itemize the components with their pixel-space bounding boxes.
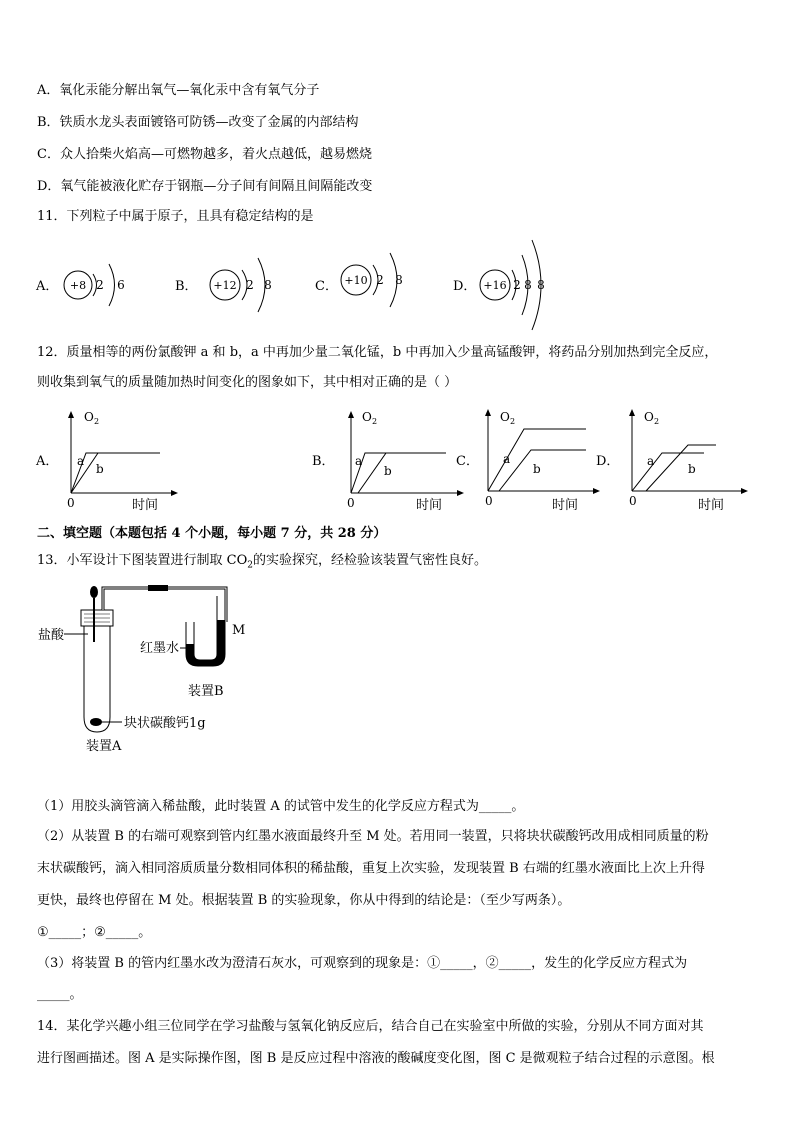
- q12-stem-line2: 则收集到氧气的质量随加热时间变化的图象如下，其中相对正确的是（ ）: [37, 375, 458, 390]
- option-label: A．: [36, 454, 59, 469]
- option-label: C．: [456, 454, 479, 469]
- q10-option-b: B．铁质水龙头表面镀铬可防锈—改变了金属的内部结构: [37, 115, 359, 130]
- shell-electrons-1: 2: [376, 273, 384, 287]
- y-axis-label: O: [84, 410, 94, 424]
- q13-part1: （1）用胶头滴管滴入稀盐酸，此时装置 A 的试管中发生的化学反应方程式为_____。: [37, 799, 525, 814]
- shell-electrons-1: 2: [96, 278, 104, 292]
- y-axis-label: O: [644, 410, 654, 424]
- series-b-label: b: [384, 464, 392, 478]
- q13-stem-post: 的实验探究，经检验该装置气密性良好。: [253, 553, 488, 568]
- nucleus-charge: +10: [344, 274, 368, 287]
- shell-electrons-1: 2: [513, 278, 521, 292]
- apparatus-diagram: [36, 582, 266, 757]
- origin-label: 0: [485, 494, 493, 508]
- atom-diagram-c: [310, 240, 440, 330]
- atom-diagram-b: [170, 240, 300, 330]
- q14-line1: 14．某化学兴趣小组三位同学在学习盐酸与氢氧化钠反应后，结合自己在实验室中所做的实验，分别从不同方面对其: [37, 1019, 704, 1034]
- graph-a: [36, 405, 186, 515]
- q13-stem-subscript: 2: [247, 560, 254, 571]
- y-axis-subscript: 2: [654, 417, 660, 426]
- shell-electrons-2: 6: [117, 278, 125, 292]
- y-axis-subscript: 2: [94, 417, 100, 426]
- q11-stem: 11．下列粒子中属于原子，且具有稳定结构的是: [37, 209, 314, 224]
- option-label: D．: [453, 279, 477, 294]
- series-b-label: b: [688, 462, 696, 476]
- option-label: A．: [36, 279, 59, 294]
- y-axis-label: O: [362, 410, 372, 424]
- q14-line2: 进行图画描述。图 A 是实际操作图，图 B 是反应过程中溶液的酸碱度变化图，图 C 是微观粒子结合过程的示意图。根: [37, 1051, 715, 1066]
- q13-part3-line2: _____。: [37, 987, 83, 1002]
- q10-option-d: D．氧气能被液化贮存于钢瓶—分子间有间隔且间隔能改变: [37, 179, 373, 194]
- section-heading: 二、填空题（本题包括 4 个小题，每小题 7 分，共 28 分）: [37, 526, 387, 541]
- y-axis-label: O: [500, 410, 510, 424]
- shell-electrons-2: 8: [264, 278, 272, 292]
- x-axis-label: 时间: [698, 498, 725, 513]
- origin-label: 0: [67, 496, 75, 510]
- graph-b: [312, 405, 472, 515]
- series-a-label: a: [503, 452, 511, 466]
- option-label: C．: [315, 279, 338, 294]
- label-caco3: 块状碳酸钙1g: [124, 716, 206, 731]
- graph-d: [596, 405, 756, 515]
- x-axis-label: 时间: [552, 498, 579, 513]
- origin-label: 0: [347, 496, 355, 510]
- label-red-ink: 红墨水: [140, 641, 180, 656]
- shell-electrons-2: 8: [395, 273, 403, 287]
- q13-stem: [37, 552, 487, 575]
- origin-label: 0: [629, 494, 637, 508]
- q13-part2-line4: ①_____；②_____。: [37, 925, 152, 940]
- shell-electrons-2: 8: [524, 278, 532, 292]
- label-device-a: 装置A: [86, 739, 122, 754]
- shell-electrons-3: 8: [537, 278, 545, 292]
- q10-option-a: A．氧化汞能分解出氧气—氧化汞中含有氧气分子: [37, 83, 320, 98]
- label-device-b: 装置B: [188, 684, 224, 699]
- series-a-label: a: [77, 454, 85, 468]
- option-label: D．: [596, 454, 620, 469]
- q13-part2-line2: 末状碳酸钙，滴入相同溶质质量分数相同体积的稀盐酸，重复上次实验，发现装置 B 右端的红墨水液面比上次上升得: [37, 861, 705, 876]
- shell-electrons-1: 2: [246, 278, 254, 292]
- graph-c: [456, 405, 606, 515]
- q13-stem-pre: 13．小军设计下图装置进行制取 CO: [37, 553, 248, 568]
- label-hcl: 盐酸: [38, 628, 65, 643]
- x-axis-label: 时间: [416, 498, 443, 513]
- series-a-label: a: [647, 454, 655, 468]
- nucleus-charge: +16: [483, 279, 507, 292]
- q13-part2-line3: 更快，最终也停留在 M 处。根据装置 B 的实验现象，你从中得到的结论是：（至少写两条）。: [37, 893, 571, 908]
- q13-part3-line1: （3）将装置 B 的管内红墨水改为澄清石灰水，可观察到的现象是：①_____，②_____，发生的化学反应方程式为: [37, 956, 688, 971]
- y-axis-subscript: 2: [372, 417, 378, 426]
- option-label: B．: [175, 279, 198, 294]
- q13-part2-line1: （2）从装置 B 的右端可观察到管内红墨水液面最终升至 M 处。若用同一装置，只将块状碳酸钙改用成相同质量的粉: [37, 829, 709, 844]
- nucleus-charge: +8: [69, 279, 87, 292]
- x-axis-label: 时间: [132, 498, 159, 513]
- series-b-label: b: [96, 462, 104, 476]
- q12-stem-line1: 12．质量相等的两份氯酸钾 a 和 b，a 中再加少量二氧化锰，b 中再加入少量高锰酸钾，将药品分别加热到完全反应，: [37, 345, 718, 360]
- series-a-label: a: [355, 454, 363, 468]
- nucleus-charge: +12: [213, 279, 237, 292]
- atom-diagram-a: [30, 240, 150, 330]
- series-b-label: b: [533, 462, 541, 476]
- y-axis-subscript: 2: [510, 417, 516, 426]
- atom-diagram-d: [448, 230, 578, 340]
- q10-option-c: C．众人拾柴火焰高—可燃物越多，着火点越低，越易燃烧: [37, 147, 372, 162]
- label-m: M: [232, 623, 246, 638]
- option-label: B．: [312, 454, 335, 469]
